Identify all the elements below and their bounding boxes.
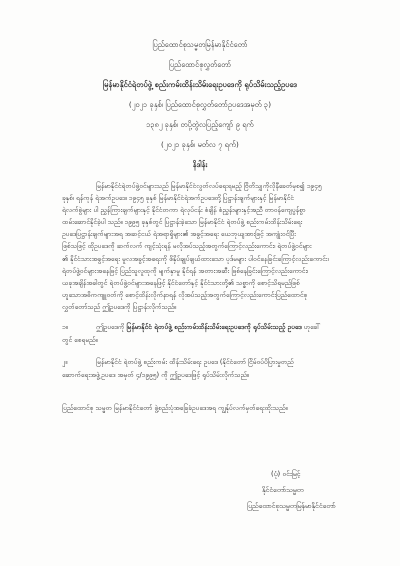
signature-title: နိုင်ငံတော်သမ္မတ: [262, 486, 304, 494]
section-2-line-1: မြန်မာနိုင်ငံ ရဲတပ်ဖွဲ့ စည်းကမ်း ထိန်းသိမ်းရေး ဥပဒေ (နိုင်ငံတော် ငြိမ်ဝပ်ပိပြားမှုတည်: [96, 358, 294, 366]
preamble-line: ဟူသောအဓိကကျူဝတ်ကို စောင့်ထိန်းလိုက်နာရန် လိုအပ်သည့်အတွက်ကြောင့်လည်းကောင်းပြည်ထောင်စု: [62, 290, 308, 299]
preamble-line: ၏ နိုင်ငံသားအခွင့်အရေး မူလအခွင့်အရေးကို ဖိနှိပ်ချုပ်ချယ်ထားသော ပုဒ်မများ ပါဝင်နေခြင်းကြောင့်လည်းကောင်း၊: [62, 254, 329, 263]
gregorian-date: (၂၀၂၁ ခုနှစ်၊ မတ်လ ၇ ရက်): [161, 140, 239, 149]
certification-line: ပြည်ထောင်စု သမ္မတ မြန်မာနိုင်ငံတော် ဖွဲ့စည်းပုံအခြေခံဥပဒေအရ ကျွန်ုပ်လက်မှတ်ရေးထိုးသည်။: [62, 404, 288, 412]
preamble-line: ထမ်းဆောင်နိုင်ခဲ့ပါ သည်။ ၁၉၉၅ ခုနှစ်တွင် ပြဋ္ဌာန်းခဲ့သော မြန်မာနိုင်ငံ ရဲတပ်ဖွဲ့ စည်းကမ်းထိန်းသိမ်းရေး: [62, 218, 303, 227]
section-1-law-name: မြန်မာနိုင်ငံ ရဲတပ်ဖွဲ့ စည်းကမ်းထိန်းသိမ်းရေးဥပဒေကို ရုပ်သိမ်းသည့် ဥပဒေ: [126, 323, 302, 331]
section-2-number: ၂။: [62, 358, 68, 366]
government-header: ပြည်ထောင်စုသမ္မတမြန်မာနိုင်ငံတော်: [152, 40, 248, 49]
section-1-prefix: ဤဥပဒေကို: [96, 323, 127, 331]
preamble-paragraph: [62, 180, 362, 313]
section-2-text: [96, 356, 364, 368]
preamble-line: မြန်မာနိုင်ငံရဲတပ်ဖွဲ့ဝင်များသည် မြန်မာနိုင်ငံလွတ်လပ်ရေးရမည့် ဗြိတိသျှကိုလိုနီခေတ်မှစ၍ ၁၉၄၅: [96, 182, 322, 190]
section-1-number: ၁။: [62, 323, 68, 331]
preamble-line: လွှတ်တော်သည် ဤဥပဒေကို ပြဋ္ဌာန်းလိုက်သည်။: [62, 302, 177, 311]
law-title: မြန်မာနိုင်ငံရဲတပ်ဖွဲ့ စည်းကမ်းထိန်းသိမ်းရေးဥပဒေကို ရုပ်သိမ်းသည့်ဥပဒေ: [102, 80, 298, 89]
section-1-suffix: ဟုခေါ်: [301, 323, 321, 331]
preamble-line: ခုနှစ်၊ ရန်ကုန် ရဲအက်ဥပဒေ၊ ၁၉၄၅ ခုနှစ် မြန်မာနိုင်ငံရဲအက်ဥပဒေတို့ပြဋ္ဌာန်းချက်များနှင့် မြန်မာနိုင်ငံ: [62, 194, 294, 203]
law-number: (၂၀၂၁ ခုနှစ်၊ ပြည်ထောင်စုလွှတ်တော်ဥပဒေအမှတ် ၃): [128, 100, 272, 109]
preamble-line: ယခုအချိန်အခါတွင် ရဲတပ်ဖွဲ့ဝင်များအနေဖြင့် နိုင်ငံတော်နှင့် နိုင်ငံသားတို့၏ သစ္စာကို စောင့်သိရမည်ဖြစ်: [62, 278, 300, 287]
ministry-header: ပြည်ထောင်စုလွှတ်တော်: [168, 60, 232, 69]
preamble-heading: နိဒါန်း: [192, 160, 208, 169]
section-1-text: [96, 321, 364, 333]
section-2-line-2: ဆောက်ရေးအဖွဲ့ဥပဒေ အမှတ် ၄/၁၉၉၅) ကို ဤဥပဒေဖြင့် ရုပ်သိမ်းလိုက်သည်။: [62, 371, 249, 379]
myanmar-date: ၁၃၈၂ ခုနှစ်၊ တပို့တွဲလပြည့်ကျော် ၉ ရက်: [146, 120, 254, 129]
section-1-continuation: [62, 334, 362, 346]
preamble-line: ရဲတပ်ဖွဲ့ဝင်များအနေဖြင့် ပြည်သူလူထုကို မျက်နှာမူ နိုင်ရန် အတားအဆီး ဖြစ်နေခြင်းကြောင့်လည်းကောင်း၊: [62, 266, 309, 275]
preamble-line: ဥပဒေပြဋ္ဌာန်းချက်များအရ အဆင့်ငယ် ရဲအရာရှိများ၏ အခွင့်အရေး ယေဘုယျအားဖြင့် အကျုံးဝင်ပြီး: [62, 230, 296, 239]
certification-text: [62, 402, 362, 414]
preamble-line: ဖြစ်သဖြင့် ထိုဥပဒေကို ဆက်လက် ကျင့်သုံးရန် မလိုအပ်သည့်အတွက်ကြောင့်လည်းကောင်း၊ ရဲတပ်ဖွဲ့ဝင်များ: [62, 242, 312, 251]
signature-country: ပြည်ထောင်စုသမ္မတမြန်မာနိုင်ငံတော်: [247, 502, 336, 510]
section-2-continuation: [62, 369, 362, 381]
section-1-line-2: တွင် စေရမည်။: [62, 336, 98, 344]
signature-name: (ပုံ) ဝင်းမြင့်: [271, 470, 301, 478]
preamble-line: ရဲလက်စွဲများ ပါ ညွှန်ကြားချက်များနှင့် နိုင်ငံတကာ ရဲလုပ်ငန်း စံချိန် စံညွှန်းများနှင့်အညီ တာဝန်ကျေပွန်စွာ: [62, 206, 306, 215]
